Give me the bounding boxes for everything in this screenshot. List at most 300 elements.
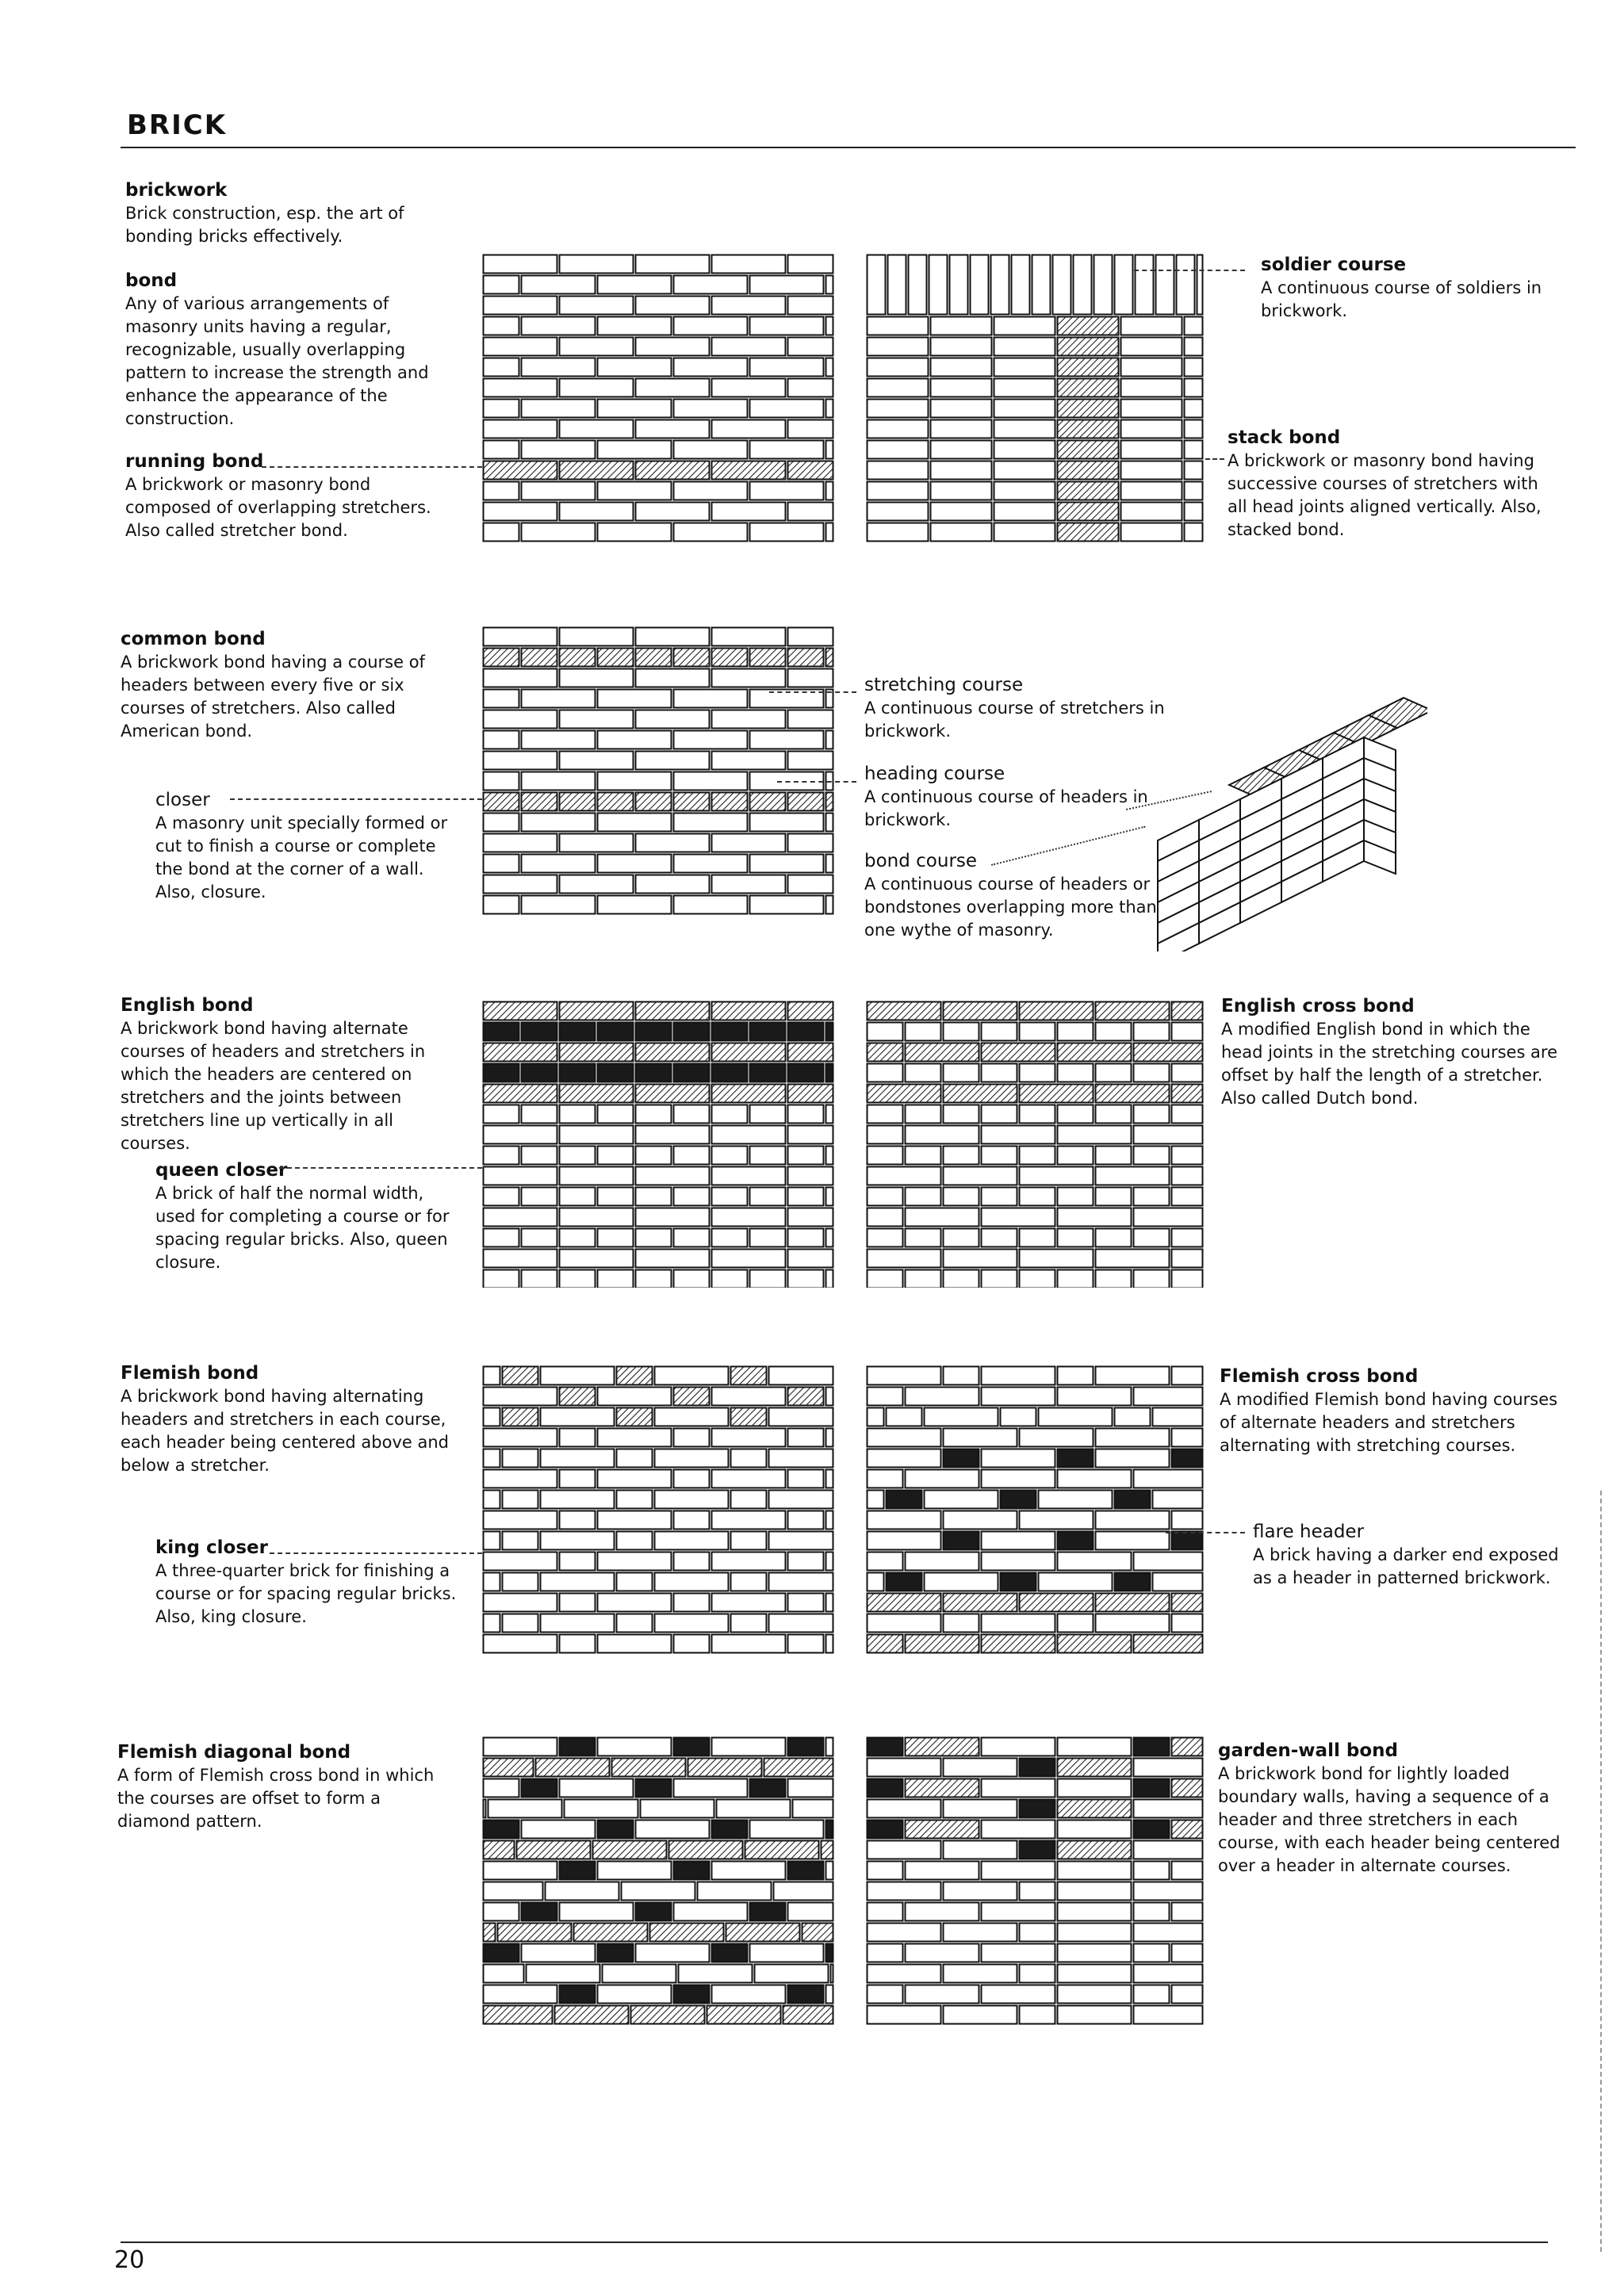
stretcher-brick <box>484 1614 500 1633</box>
header-brick <box>822 1841 833 1859</box>
stretcher-brick <box>712 1250 786 1268</box>
header-brick <box>906 1820 979 1839</box>
stretcher-brick <box>712 379 786 397</box>
stacked-brick <box>1058 379 1119 397</box>
stretcher-brick <box>868 1250 941 1268</box>
stretcher-brick <box>636 420 710 438</box>
stacked-brick <box>931 400 992 418</box>
stretcher-brick <box>750 855 824 873</box>
stretcher-brick <box>868 1552 903 1571</box>
entry-bond-course <box>864 850 1182 942</box>
stretcher-brick <box>788 1470 824 1488</box>
stretcher-brick <box>674 814 748 832</box>
stacked-brick <box>1185 400 1203 418</box>
entry-english-bond <box>121 994 462 1155</box>
header-brick <box>788 649 824 667</box>
entry-king-closer <box>155 1537 457 1629</box>
stretcher-brick <box>560 1985 596 2004</box>
term: bond <box>125 270 178 291</box>
stretcher-brick <box>1115 1408 1151 1426</box>
stretcher-brick <box>731 1491 767 1509</box>
stretcher-brick <box>1001 1408 1036 1426</box>
header-brick <box>560 649 596 667</box>
stretcher-brick <box>750 358 824 377</box>
soldier-brick <box>868 255 886 315</box>
stretcher-brick <box>826 1188 833 1206</box>
stretcher-brick <box>1096 1449 1170 1468</box>
stacked-brick <box>868 441 929 459</box>
definition: A continuous course of headers in brickwork. <box>864 787 1148 829</box>
stretcher-brick <box>868 1270 903 1288</box>
stretcher-brick <box>484 1552 557 1571</box>
stretcher-brick <box>712 1147 748 1165</box>
stretcher-brick <box>1172 1532 1203 1550</box>
stretcher-brick <box>484 1470 557 1488</box>
stretcher-brick <box>1020 1965 1055 1983</box>
stack-bond-diagram <box>866 254 1204 547</box>
stretcher-brick <box>560 1862 596 1880</box>
header-brick <box>1020 1594 1094 1612</box>
stretcher-brick <box>522 1270 557 1288</box>
stretcher-brick <box>712 1820 748 1839</box>
stretcher-brick <box>750 1105 786 1124</box>
stretcher-brick <box>484 1167 557 1185</box>
stretcher-brick <box>560 1429 596 1447</box>
stretcher-brick <box>655 1367 729 1385</box>
stretcher-brick <box>560 834 634 852</box>
stretcher-brick <box>1134 1779 1170 1797</box>
stretcher-brick <box>560 1635 596 1653</box>
stretcher-brick <box>522 1188 557 1206</box>
stretcher-brick <box>484 482 519 500</box>
stretcher-brick <box>750 523 824 542</box>
header-brick <box>617 1367 653 1385</box>
stretcher-brick <box>868 1105 903 1124</box>
stretcher-brick <box>484 896 519 914</box>
stretcher-brick <box>1096 1229 1132 1247</box>
stretcher-brick <box>982 1270 1017 1288</box>
stretcher-brick <box>1134 1064 1170 1082</box>
header-brick <box>484 2006 553 2024</box>
stretcher-brick <box>793 1800 833 1818</box>
stretcher-brick <box>944 1800 1017 1818</box>
stretcher-brick <box>868 2006 941 2024</box>
stretcher-brick <box>484 752 557 770</box>
stretcher-brick <box>868 1573 884 1591</box>
stretcher-brick <box>484 814 519 832</box>
header-brick <box>868 1594 941 1612</box>
stretcher-brick <box>522 1944 596 1962</box>
stretcher-brick <box>826 896 833 914</box>
stacked-brick <box>1185 482 1203 500</box>
stretcher-brick <box>1134 1105 1170 1124</box>
stretcher-brick <box>1096 1167 1170 1185</box>
stretcher-brick <box>1096 1532 1170 1550</box>
stretcher-brick <box>1058 1105 1094 1124</box>
stretcher-brick <box>484 772 519 791</box>
leader-queen-closer <box>279 1167 482 1169</box>
stretcher-brick <box>1172 1367 1203 1385</box>
stretcher-brick <box>522 1064 557 1082</box>
stretcher-brick <box>1096 1147 1132 1165</box>
flemish-diagonal-bond-diagram <box>482 1736 834 2028</box>
header-brick <box>788 1085 833 1103</box>
leader-stack-bond <box>1205 458 1224 460</box>
definition: A masonry unit specially formed or cut to finish a course or complete the bond at the corner of a wall. Also, closure. <box>155 814 448 902</box>
stacked-brick <box>931 379 992 397</box>
stretcher-brick <box>484 1491 500 1509</box>
stretcher-brick <box>788 1429 824 1447</box>
header-brick <box>906 1779 979 1797</box>
stretcher-brick <box>655 1614 729 1633</box>
header-brick <box>560 793 596 811</box>
stretcher-brick <box>944 2006 1017 2024</box>
stretcher-brick <box>636 1208 710 1227</box>
stretcher-brick <box>1134 1552 1203 1571</box>
header-brick <box>503 1408 538 1426</box>
entry-flare-header <box>1253 1521 1570 1590</box>
term: Flemish diagonal bond <box>117 1742 351 1763</box>
stacked-brick <box>1185 461 1203 480</box>
stretcher-brick <box>944 1250 1017 1268</box>
stretcher-brick <box>788 1862 824 1880</box>
header-brick <box>868 1002 941 1020</box>
stretcher-brick <box>868 1147 903 1165</box>
stacked-brick <box>868 338 929 356</box>
stretcher-brick <box>712 1552 786 1571</box>
stretcher-brick <box>788 1985 824 2004</box>
stretcher-brick <box>1096 1429 1170 1447</box>
stretcher-brick <box>1096 1023 1132 1041</box>
leader-stretching-course <box>769 691 856 693</box>
stretcher-brick <box>1134 1208 1203 1227</box>
stretcher-brick <box>1172 1449 1203 1468</box>
stacked-brick <box>1185 338 1203 356</box>
stretcher-brick <box>944 1229 979 1247</box>
stretcher-brick <box>712 420 786 438</box>
stretcher-brick <box>674 276 748 294</box>
stretcher-brick <box>826 1147 833 1165</box>
stretcher-brick <box>826 1270 833 1288</box>
header-brick <box>1134 1635 1203 1653</box>
stretcher-brick <box>1172 1903 1203 1921</box>
stretcher-brick <box>868 1903 903 1921</box>
stretcher-brick <box>1020 1841 1055 1859</box>
term: garden-wall bond <box>1218 1740 1398 1761</box>
stretcher-brick <box>674 1511 710 1529</box>
stretcher-brick <box>982 1944 1055 1962</box>
stretcher-brick <box>769 1491 833 1509</box>
stretcher-brick <box>1058 1064 1094 1082</box>
stretcher-brick <box>1172 1944 1203 1962</box>
stretcher-brick <box>731 1532 767 1550</box>
header-brick <box>788 461 833 480</box>
soldier-brick <box>971 255 989 315</box>
stretcher-brick <box>560 875 634 894</box>
stretcher-brick <box>826 1944 833 1962</box>
stretcher-brick <box>1058 1270 1094 1288</box>
stretcher-brick <box>717 1800 791 1818</box>
header-brick <box>560 461 634 480</box>
stretcher-brick <box>1058 1147 1094 1165</box>
header-brick <box>731 1367 767 1385</box>
stretcher-brick <box>712 1126 786 1144</box>
stretcher-brick <box>522 814 596 832</box>
stretcher-brick <box>1058 1924 1132 1942</box>
stretcher-brick <box>1134 1944 1170 1962</box>
stretcher-brick <box>712 710 786 729</box>
stretcher-brick <box>982 1208 1055 1227</box>
stretcher-brick <box>1134 1388 1203 1406</box>
stretcher-brick <box>655 1491 729 1509</box>
stretcher-brick <box>982 1064 1017 1082</box>
stretcher-brick <box>826 731 833 749</box>
stretcher-brick <box>674 1023 710 1041</box>
stretcher-brick <box>1020 1229 1055 1247</box>
term: running bond <box>125 451 264 472</box>
stretcher-brick <box>484 358 519 377</box>
header-brick <box>906 1738 979 1756</box>
stretcher-brick <box>484 1388 557 1406</box>
stretcher-brick <box>712 338 786 356</box>
header-brick <box>712 793 748 811</box>
stretcher-brick <box>868 1614 941 1633</box>
stacked-brick <box>931 441 992 459</box>
stretcher-brick <box>712 1064 748 1082</box>
term: soldier course <box>1261 255 1407 275</box>
stretcher-brick <box>769 1408 833 1426</box>
stretcher-brick <box>868 1367 941 1385</box>
stretcher-brick <box>868 1841 941 1859</box>
stretcher-brick <box>1020 1147 1055 1165</box>
english-bond-diagram <box>482 1001 834 1288</box>
stretcher-brick <box>712 1188 748 1206</box>
stretcher-brick <box>868 1208 903 1227</box>
stretcher-brick <box>1020 1882 1055 1901</box>
stretcher-brick <box>674 1270 710 1288</box>
header-brick <box>484 1759 534 1777</box>
page-title: BRICK <box>127 109 228 141</box>
stacked-brick <box>1185 358 1203 377</box>
stretcher-brick <box>1134 1229 1170 1247</box>
stretcher-brick <box>484 317 519 335</box>
stretcher-brick <box>982 1388 1055 1406</box>
stretcher-brick <box>1134 1820 1170 1839</box>
definition: A continuous course of soldiers in brickwork. <box>1261 278 1542 320</box>
stretcher-brick <box>484 400 519 418</box>
stretcher-brick <box>484 834 557 852</box>
stacked-brick <box>1058 317 1119 335</box>
entry-queen-closer <box>155 1159 457 1274</box>
stretcher-brick <box>944 1759 1017 1777</box>
stretcher-brick <box>598 1388 672 1406</box>
header-brick <box>484 461 557 480</box>
margin-scan-line <box>1600 1491 1602 2252</box>
entry-running-bond <box>125 450 458 542</box>
stacked-brick <box>931 503 992 521</box>
soldier-brick <box>991 255 1009 315</box>
stretcher-brick <box>560 255 634 274</box>
stretcher-brick <box>541 1367 615 1385</box>
stretcher-brick <box>826 358 833 377</box>
stretcher-brick <box>560 1552 596 1571</box>
stretcher-brick <box>982 1470 1055 1488</box>
stretcher-brick <box>982 1820 1055 1839</box>
stretcher-brick <box>598 1985 672 2004</box>
stretcher-brick <box>750 317 824 335</box>
stretcher-brick <box>750 1779 786 1797</box>
stretcher-brick <box>617 1449 653 1468</box>
stretcher-brick <box>1153 1491 1203 1509</box>
stacked-brick <box>1058 420 1119 438</box>
stacked-brick <box>1058 503 1119 521</box>
stretcher-brick <box>868 1800 941 1818</box>
stretcher-brick <box>944 1429 1017 1447</box>
stretcher-brick <box>826 1388 833 1406</box>
stretcher-brick <box>712 1429 786 1447</box>
stretcher-brick <box>906 1552 979 1571</box>
entry-english-cross-bond <box>1221 995 1570 1110</box>
header-brick <box>484 1002 557 1020</box>
stretcher-brick <box>560 1270 596 1288</box>
stretcher-brick <box>598 690 672 708</box>
stacked-brick <box>1121 503 1182 521</box>
stretcher-brick <box>622 1882 695 1901</box>
stretcher-brick <box>788 1779 833 1797</box>
term: king closer <box>155 1537 268 1558</box>
stretcher-brick <box>826 1064 833 1082</box>
stacked-brick <box>931 461 992 480</box>
stretcher-brick <box>712 255 786 274</box>
stretcher-brick <box>868 1023 903 1041</box>
stretcher-brick <box>503 1614 538 1633</box>
stretcher-brick <box>1058 1449 1094 1468</box>
stretcher-brick <box>484 1532 500 1550</box>
stretcher-brick <box>1039 1408 1113 1426</box>
stacked-brick <box>931 523 992 542</box>
header-brick <box>1020 1002 1094 1020</box>
stretcher-brick <box>598 1635 672 1653</box>
stretcher-brick <box>788 1552 824 1571</box>
definition: Brick construction, esp. the art of bonding bricks effectively. <box>125 204 404 246</box>
stretcher-brick <box>674 400 748 418</box>
stretcher-brick <box>868 1449 941 1468</box>
stretcher-brick <box>636 1188 672 1206</box>
soldier-brick <box>1156 255 1174 315</box>
stretcher-brick <box>617 1491 653 1509</box>
stretcher-brick <box>1058 1388 1132 1406</box>
stretcher-brick <box>674 896 748 914</box>
stretcher-brick <box>484 420 557 438</box>
stacked-brick <box>994 523 1055 542</box>
stretcher-brick <box>636 1023 672 1041</box>
stretcher-brick <box>769 1532 833 1550</box>
header-brick <box>1058 1043 1132 1062</box>
stretcher-brick <box>636 1105 672 1124</box>
stretcher-brick <box>750 400 824 418</box>
stretcher-brick <box>674 1229 710 1247</box>
stretcher-brick <box>1039 1491 1113 1509</box>
stretcher-brick <box>617 1532 653 1550</box>
stacked-brick <box>1058 441 1119 459</box>
stretcher-brick <box>826 1229 833 1247</box>
stretcher-brick <box>522 855 596 873</box>
soldier-brick <box>1136 255 1154 315</box>
header-brick <box>1172 1002 1203 1020</box>
stretcher-brick <box>484 1105 519 1124</box>
stacked-brick <box>1185 379 1203 397</box>
header-brick <box>745 1841 819 1859</box>
stretcher-brick <box>982 1105 1017 1124</box>
stacked-brick <box>994 441 1055 459</box>
header-brick <box>631 2006 705 2024</box>
stretcher-brick <box>560 420 634 438</box>
header-brick <box>1172 1820 1203 1839</box>
stretcher-brick <box>1172 1614 1203 1633</box>
stretcher-brick <box>546 1882 619 1901</box>
stretcher-brick <box>944 1882 1017 1901</box>
stretcher-brick <box>788 1738 824 1756</box>
stretcher-brick <box>598 855 672 873</box>
stretcher-brick <box>1058 1188 1094 1206</box>
stretcher-brick <box>1058 1862 1132 1880</box>
header-brick <box>593 1841 667 1859</box>
header-brick <box>484 1924 496 1942</box>
header-rule <box>121 147 1576 148</box>
header-brick <box>484 1043 557 1062</box>
stretcher-brick <box>560 1594 596 1612</box>
stretcher-brick <box>674 1985 710 2004</box>
soldier-brick <box>1074 255 1092 315</box>
stretcher-brick <box>598 1738 672 1756</box>
stretcher-brick <box>484 276 519 294</box>
stretcher-brick <box>617 1573 653 1591</box>
stretcher-brick <box>484 1208 557 1227</box>
stretcher-brick <box>1020 1105 1055 1124</box>
stretcher-brick <box>598 1594 672 1612</box>
stretcher-brick <box>788 297 833 315</box>
header-brick <box>750 793 786 811</box>
soldier-brick <box>1032 255 1051 315</box>
stretcher-brick <box>788 1229 824 1247</box>
header-brick <box>498 1924 572 1942</box>
stretcher-brick <box>1058 1985 1132 2004</box>
stacked-brick <box>931 317 992 335</box>
stretcher-brick <box>906 1985 979 2004</box>
stretcher-brick <box>560 1738 596 1756</box>
header-brick <box>674 649 710 667</box>
stretcher-brick <box>598 1429 672 1447</box>
stacked-brick <box>1121 338 1182 356</box>
stretcher-brick <box>1020 1429 1094 1447</box>
stretcher-brick <box>674 1779 748 1797</box>
header-brick <box>788 1388 824 1406</box>
stretcher-brick <box>750 1188 786 1206</box>
stretcher-brick <box>774 1882 833 1901</box>
stretcher-brick <box>484 1985 557 2004</box>
stretcher-brick <box>674 1188 710 1206</box>
header-brick <box>560 1002 634 1020</box>
stretcher-brick <box>788 1167 833 1185</box>
stretcher-brick <box>712 1470 786 1488</box>
stacked-brick <box>868 420 929 438</box>
soldier-brick <box>1012 255 1030 315</box>
stretcher-brick <box>1172 1511 1203 1529</box>
stretcher-brick <box>868 1388 903 1406</box>
stacked-brick <box>1121 317 1182 335</box>
term: closer <box>155 790 210 810</box>
definition: A brickwork or masonry bond composed of overlapping stretchers. Also called stretcher bond. <box>125 475 431 540</box>
